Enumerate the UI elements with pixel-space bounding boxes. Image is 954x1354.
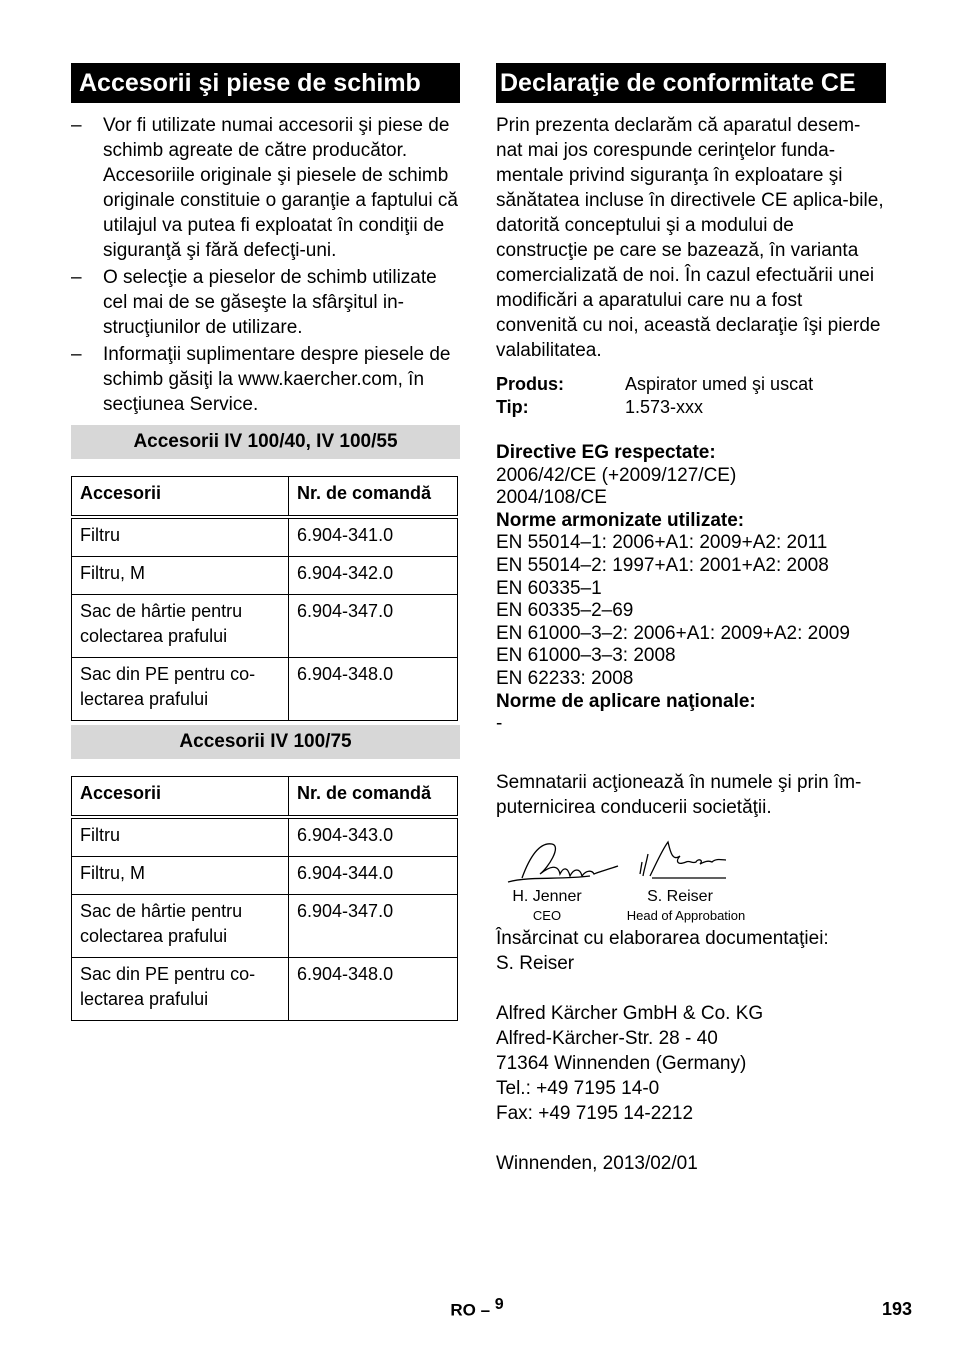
signers-statement: Semnatarii acţionează în numele şi prin îm-puternicirea conducerii societăţii. xyxy=(496,771,862,818)
norm-item: EN 55014–1: 2006+A1: 2009+A2: 2011 xyxy=(496,532,828,554)
table-header-row xyxy=(72,777,458,818)
footer-section-page: RO – $^9$ xyxy=(450,1296,504,1320)
column-header: Accesorii xyxy=(72,477,289,518)
norms-label: Norme armonizate utilizate: xyxy=(496,509,745,531)
table1-title: Accesorii IV 100/40, IV 100/55 xyxy=(71,425,460,459)
norm-item: EN 60335–2–69 xyxy=(496,600,634,622)
product-row: Produs: Aspirator umed şi uscat xyxy=(496,374,814,394)
table-row: Filtru 6.904-343.0 xyxy=(72,817,458,857)
type-row: Tip: 1.573-xxx xyxy=(496,397,704,417)
table-row: Sac din PE pentru co-lectarea prafului 6.904-348.0 xyxy=(72,658,458,721)
norm-item: EN 61000–3–2: 2006+A1: 2009+A2: 2009 xyxy=(496,622,850,644)
signatures-image xyxy=(500,836,760,892)
list-item: – Vor fi utilizate numai accesorii şi piese de schimb agreate de către producător. Accesoriile originale şi piesele de schimb originale constituie o garanţie a faptului că utilajul va putea fi exploatat în condiţii de siguranţă şi fără defecţi-uni. xyxy=(71,115,458,261)
accessories-table-2 xyxy=(71,776,458,1021)
table-row: Filtru, M 6.904-344.0 xyxy=(72,857,458,895)
norm-item: EN 62233: 2008 xyxy=(496,667,634,689)
signer2-name: S. Reiser xyxy=(647,887,713,905)
dash-bullet: – xyxy=(71,267,82,288)
table-row: Sac de hârtie pentru colectarea prafului 6.904-347.0 xyxy=(72,895,458,958)
national-norms-value: - xyxy=(496,713,503,735)
company-address: Alfred Kärcher GmbH & Co. KG Alfred-Kärcher-Str. 28 - 40 71364 Winnenden (Germany) Tel.: +49 7195 14-0 Fax: +49 7195 14-2212 xyxy=(496,1002,764,1124)
signature-reiser xyxy=(640,842,726,878)
product-info xyxy=(496,373,886,419)
table2-title: Accesorii IV 100/75 xyxy=(71,725,460,759)
signer2-title: Head of Approbation xyxy=(626,907,746,923)
column-header: Accesorii xyxy=(72,777,289,818)
table-header-row xyxy=(72,477,458,518)
table-row: Sac din PE pentru co-lectarea prafului 6.904-348.0 xyxy=(72,958,458,1021)
signature-jenner xyxy=(508,844,618,882)
national-norms-label: Norme de aplicare naţionale: xyxy=(496,690,756,712)
directives-block xyxy=(496,442,886,736)
norm-item: EN 60335–1 xyxy=(496,577,602,599)
section-heading-declaration: Declaraţie de conformitate CE xyxy=(496,63,886,103)
signatures xyxy=(496,836,886,926)
accessories-table-1 xyxy=(71,476,458,721)
page-number: 193 xyxy=(881,1299,912,1319)
column-header: Nr. de comandă xyxy=(289,477,458,518)
directives-label: Directive EG respectate: xyxy=(496,442,716,463)
column-header: Nr. de comandă xyxy=(289,777,458,818)
table-row: Filtru, M 6.904-342.0 xyxy=(72,557,458,595)
list-item: – Informaţii suplimentare despre piesele de schimb găsiţi la www.kaercher.com, în secţiunea Service. xyxy=(71,344,451,415)
signer1-title: CEO xyxy=(532,907,562,923)
right-column xyxy=(496,63,886,1176)
table-row: Sac de hârtie pentru colectarea prafului 6.904-347.0 xyxy=(72,595,458,658)
norm-item: EN 55014–2: 1997+A1: 2001+A2: 2008 xyxy=(496,554,829,576)
declaration-intro: Prin prezenta declarăm că aparatul desem-nat mai jos corespunde cerinţelor funda-mentale privind siguranţa în exploatare şi sănătatea incluse în directivele CE aplica-bile, datorită conceptului şi a modului de construcţie pe care se bazează, în varianta comercializată de noi. În cazul efectuării unei modificări a aparatului care nu a fost convenită cu noi, această declaraţie îşi pierde valabilitatea. xyxy=(496,115,884,361)
directive-item: 2004/108/CE xyxy=(496,487,607,509)
section-heading-accessories: Accesorii şi piese de schimb xyxy=(71,63,460,103)
signer1-name: H. Jenner xyxy=(512,887,582,905)
directive-item: 2006/42/CE (+2009/127/CE) xyxy=(496,464,737,486)
left-column xyxy=(71,63,460,1021)
list-item: – O selecţie a pieselor de schimb utilizate cel mai de se găseşte la sfârşitul in-strucţiunilor de utilizare. xyxy=(71,267,437,338)
dash-bullet: – xyxy=(71,344,82,365)
dash-bullet: – xyxy=(71,115,82,136)
norm-item: EN 61000–3–3: 2008 xyxy=(496,645,676,667)
documentation-responsible: Însărcinat cu elaborarea documentaţiei: S. Reiser xyxy=(496,927,829,974)
accessories-bullet-list xyxy=(71,113,460,417)
table-row: Filtru 6.904-341.0 xyxy=(72,517,458,557)
place-date: Winnenden, 2013/02/01 xyxy=(496,1152,698,1174)
